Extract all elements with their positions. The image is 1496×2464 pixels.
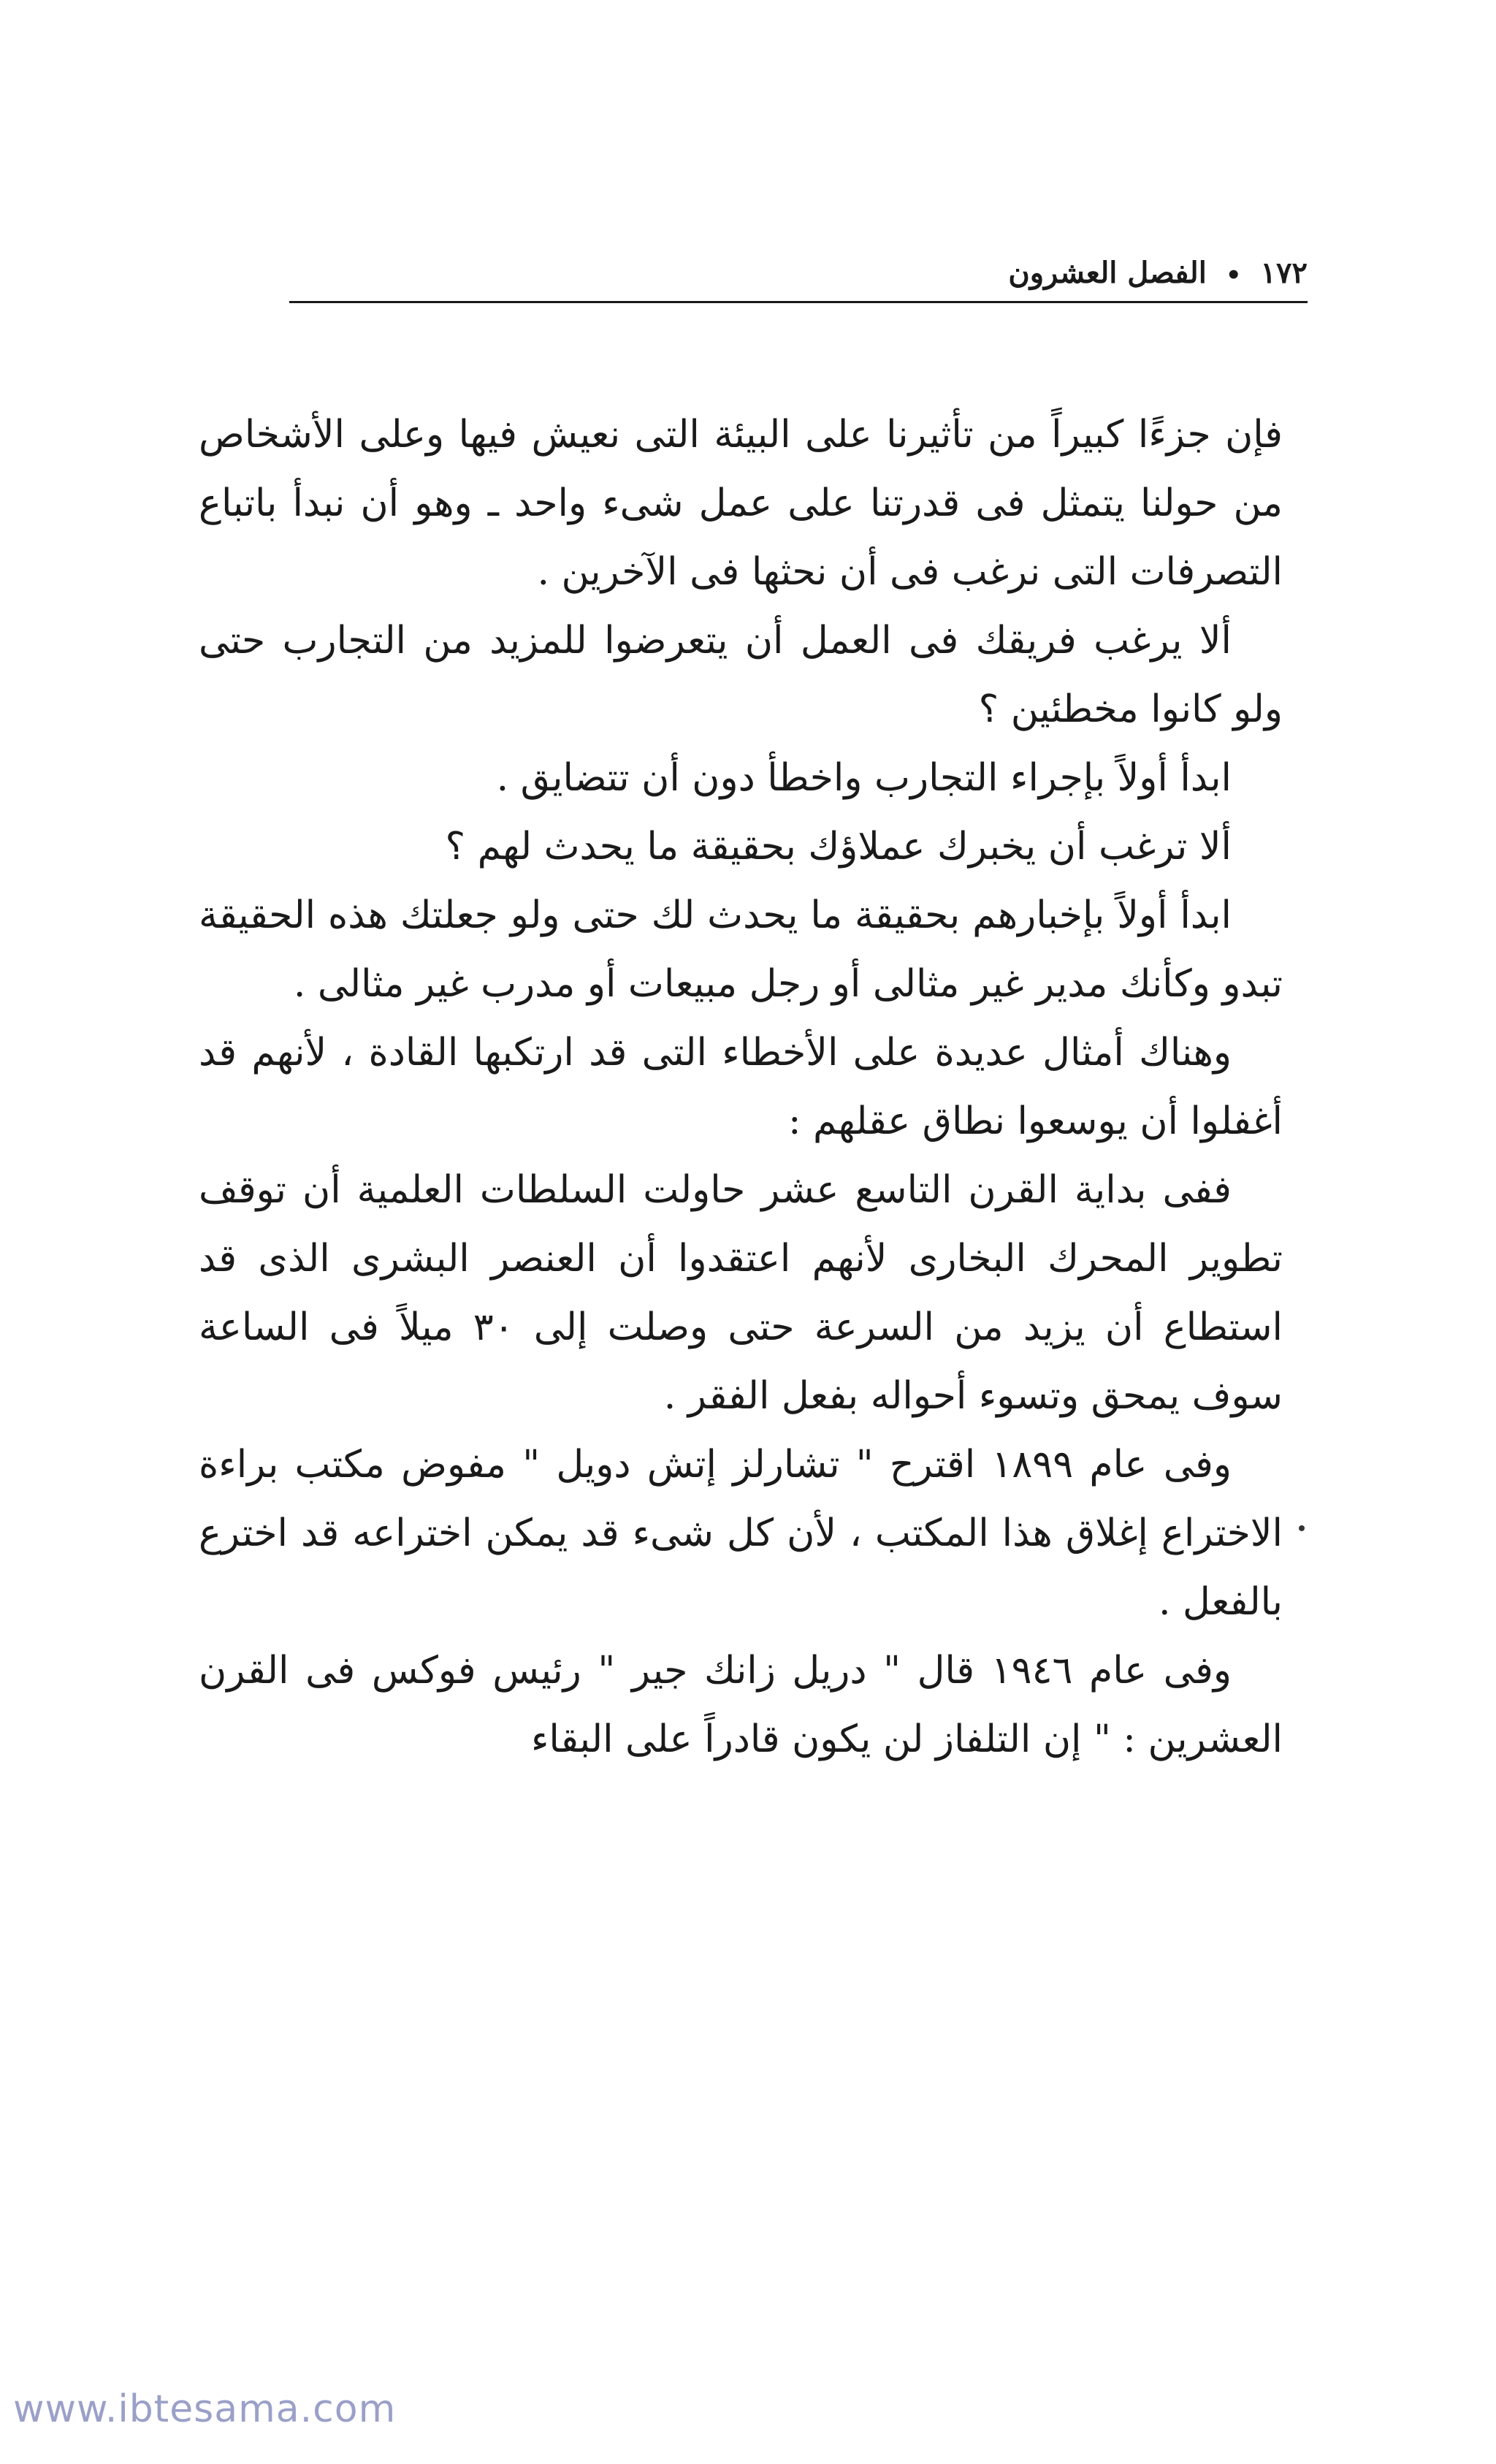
chapter-title: الفصل العشرون (1008, 256, 1207, 290)
paragraph-8: وفى عام ١٨٩٩ اقترح " تشارلز إتش دويل " مفوض مكتب براءة الاختراع إغلاق هذا المكتب ، لأن كل شىء قد يمكن اختراعه قد اخترع بالفعل . (199, 1443, 1283, 1624)
watermark-url[interactable]: www.ibtesama.com (13, 2387, 397, 2431)
paragraph-9: وفى عام ١٩٤٦ قال " دريل زانك جير " رئيس فوكس فى القرن العشرين : " إن التلفاز لن يكون قادراً على البقاء (199, 1649, 1283, 1761)
paragraph-3: ابدأ أولاً بإجراء التجارب واخطأ دون أن تتضايق . (496, 756, 1232, 800)
paragraph-4: ألا ترغب أن يخبرك عملاؤك بحقيقة ما يحدث لهم ؟ (445, 825, 1232, 869)
paragraph-1: فإن جزءًا كبيراً من تأثيرنا على البيئة التى نعيش فيها وعلى الأشخاص من حولنا يتمثل فى قدرتنا على عمل شىء واحد ـ وهو أن نبدأ باتباع التصرفات التى نرغب فى أن نحثها فى الآخرين . (199, 413, 1283, 594)
bullet-icon: • (1225, 261, 1242, 290)
running-header (289, 232, 1308, 298)
header-rule (289, 301, 1308, 303)
paragraph-6: وهناك أمثال عديدة على الأخطاء التى قد ارتكبها القادة ، لأنهم قد أغفلوا أن يوسعوا نطاق عقلهم : (199, 1031, 1283, 1143)
paragraph-5: ابدأ أولاً بإخبارهم بحقيقة ما يحدث لك حتى ولو جعلتك هذه الحقيقة تبدو وكأنك مدير غير مثالى أو رجل مبيعات أو مدرب غير مثالى . (199, 893, 1283, 1006)
margin-mark (1299, 1525, 1305, 1531)
page-number: ١٧٢ (1260, 256, 1308, 290)
body-text (199, 400, 1283, 1774)
paragraph-7: ففى بداية القرن التاسع عشر حاولت السلطات العلمية أن توقف تطوير المحرك البخارى لأنهم اعتقدوا أن العنصر البشرى الذى قد استطاع أن يزيد من السرعة حتى وصلت إلى ٣٠ ميلاً فى الساعة سوف يمحق وتسوء أحواله بفعل الفقر . (199, 1168, 1283, 1418)
paragraph-2: ألا يرغب فريقك فى العمل أن يتعرضوا للمزيد من التجارب حتى ولو كانوا مخطئين ؟ (199, 619, 1283, 731)
